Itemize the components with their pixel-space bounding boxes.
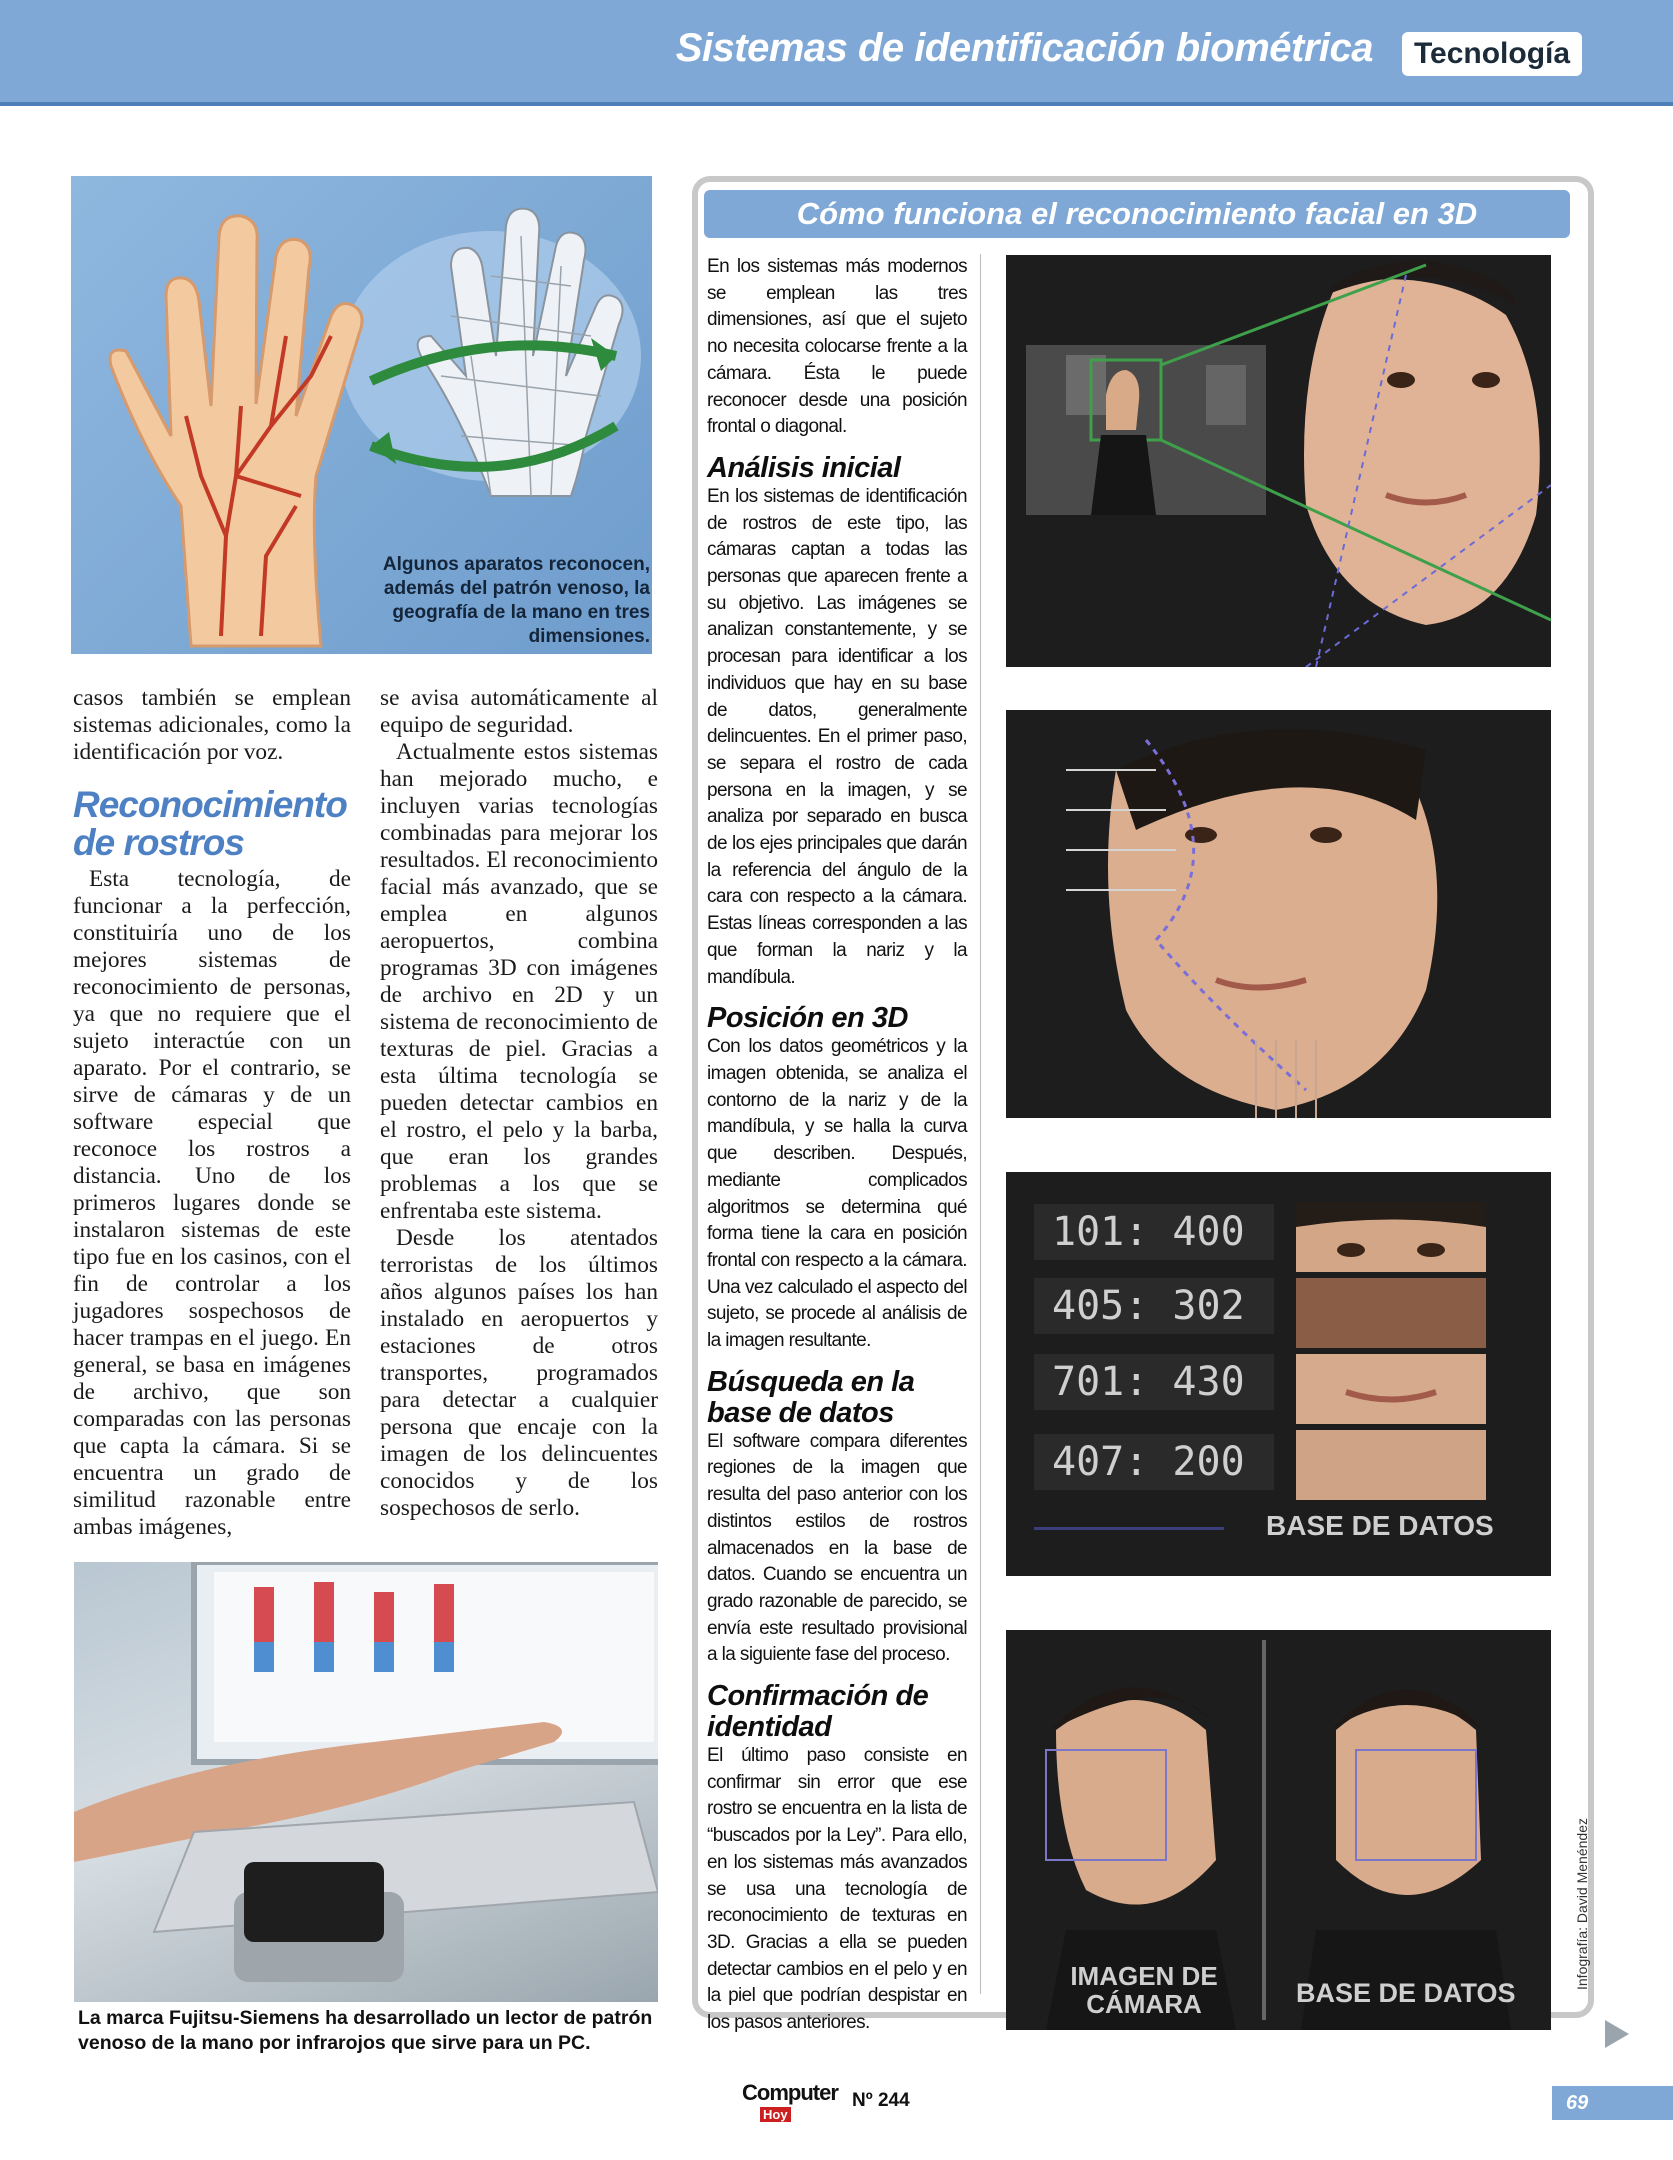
panel-3d-position	[1006, 710, 1551, 1118]
panel-2-graphic	[1006, 710, 1551, 1118]
article-column-1	[73, 685, 351, 1541]
photo-graphic	[74, 1562, 658, 2002]
step-3-heading: Búsqueda en la base de datos	[707, 1365, 915, 1429]
page-number: 69	[1552, 2086, 1673, 2120]
face-slices-graphic	[1296, 1202, 1486, 1502]
column-1-paragraph: Esta tecnología, de funcionar a la perfección, constituiría uno de los mejores sistemas de reconocimiento de personas, ya que no requiere que el sujeto interactúe con un aparato. Por el contrario, se sirve de cámaras y de un software especial que reconoce los rostros a distancia. Uno de los primeros lugares donde se instalaron sistemas de este tipo fue en los casinos, con el fin de controlar a los jugadores sospechosos de hacer trampas en el juego. En general, se basa en imágenes de archivo, que son comparadas con las personas que capta la cámara. Si se encuentra un grado de similitud razonable entre ambas imágenes,	[73, 866, 351, 1540]
column-2-paragraph-2: Actualmente estos sistemas han mejorado mucho, e incluyen varias tecnologías combinadas para mejorar los resultados. El reconocimiento facial más avanzado, que se emplea en algunos aeropuertos, combina programas 3D con imágenes de archivo en 2D y un sistema de reconocimiento de texturas de piel. Gracias a esta última tecnología se pueden detectar cambios en el rostro, el pelo y la barba, que eran los grandes problemas a los que se enfrentaba este sistema.	[380, 739, 658, 1224]
step-4-heading: Confirmación de identidad	[707, 1680, 929, 1744]
column-1-intro: casos también se emplean sistemas adicionales, como la identificación por voz.	[73, 685, 351, 765]
panel-initial-analysis	[1006, 255, 1551, 667]
step-4-text: El último paso consiste en confirmar sin error que ese rostro se encuentra en la lista de “buscados por la Ley”. Para ello, en los sistemas más avanzados se usa una tecnología de reconocimiento de texturas en 3D. Gracias a ella se pueden detectar cambios en el pelo y en la piel que podrían despistar en los pasos anteriores.	[707, 1745, 967, 2034]
computer-hoy-logo	[742, 2080, 842, 2128]
next-page-arrow-icon	[1605, 2020, 1629, 2048]
compare-database-label: BASE DE DATOS	[1296, 1978, 1516, 2008]
column-2-paragraph-1: se avisa automáticamente al equipo de seguridad.	[380, 685, 658, 738]
database-label: BASE DE DATOS	[1266, 1510, 1494, 1541]
logo-top-text: Computer	[742, 2080, 838, 2105]
header-title: Sistemas de identificación biométrica	[675, 26, 1373, 70]
database-code-4: 407: 200	[1034, 1434, 1274, 1490]
infographic-divider	[980, 254, 981, 1994]
article-column-2	[380, 685, 658, 1522]
step-2-heading: Posición en 3D	[707, 1002, 908, 1035]
subheading-reconocimiento: Reconocimiento de rostros	[73, 784, 347, 863]
step-1-text: En los sistemas de identificación de rostros de este tipo, las cámaras captan a todas las personas que aparecen frente a su objetivo. Las imágenes se analizan constantemente, y se procesan para identificar a los individuos que hay en su base de datos, generalmente delincuentes. En el primer paso, se separa el rostro de cada persona en la imagen, y se analiza por separado en busca de los ejes principales que darán la referencia del ángulo de la cara con respecto a la cámara. Estas líneas corresponden a las que forman la nariz y la mandíbula.	[707, 485, 967, 988]
panel-database-search	[1006, 1172, 1551, 1576]
logo-bottom-text: Hoy	[760, 2107, 791, 2122]
step-3-text: El software compara diferentes regiones de la imagen que resulta del paso anterior con los distintos estilos de rostros almacenados en la base de datos. Cuando se encuentra un grado razonable de parecido, se envía este resultado provisional a la siguiente fase del proceso.	[707, 1430, 967, 1666]
photo-caption: La marca Fujitsu-Siemens ha desarrollado un lector de patrón venoso de la mano por infrarojos que sirve para un PC.	[78, 2007, 653, 2054]
hand-figure-caption: Algunos aparatos reconocen, además del patrón venoso, la geografía de la mano en tres dimensiones.	[382, 554, 650, 647]
panel-identity-confirmation	[1006, 1630, 1551, 2030]
panel-1-graphic	[1006, 255, 1551, 667]
column-2-paragraph-3: Desde los atentados terroristas de los últimos años algunos países los han instalado en aeropuertos y estaciones de otros transportes, programados para detectar a cualquier persona que encaje con la imagen de los delincuentes conocidos y de los sospechosos de serlo.	[380, 1225, 658, 1521]
step-1-heading: Análisis inicial	[707, 451, 901, 484]
palm-vein-reader-photo	[74, 1562, 658, 2002]
database-code-2: 405: 302	[1034, 1278, 1274, 1334]
section-tag: Tecnología	[1402, 32, 1582, 76]
camera-image-label: IMAGEN DE CÁMARA	[1070, 1961, 1218, 2019]
infographic-text-column	[707, 254, 967, 2037]
database-code-3: 701: 430	[1034, 1354, 1274, 1410]
database-code-1: 101: 400	[1034, 1204, 1274, 1260]
infographic-credit: Infografía: David Menéndez	[1574, 1818, 1590, 1990]
issue-number: Nº 244	[852, 2090, 910, 2111]
step-2-text: Con los datos geométricos y la imagen obtenida, se analiza el contorno de la nariz y de la mandíbula, y se halla la curva que describen. Después, mediante complicados algoritmos se determina qué forma tiene la cara en posición frontal con respecto a la cámara. Una vez calculado el aspecto del sujeto, se procede al análisis de la imagen resultante.	[707, 1036, 967, 1352]
infographic-title: Cómo funciona el reconocimiento facial en 3D	[704, 190, 1570, 238]
database-arrow-line	[1034, 1527, 1224, 1530]
infographic-intro: En los sistemas más modernos se emplean las tres dimensiones, así que el sujeto no necesita colocarse frente a la cámara. Ésta le puede reconocer desde una posición frontal o diagonal.	[707, 256, 967, 438]
